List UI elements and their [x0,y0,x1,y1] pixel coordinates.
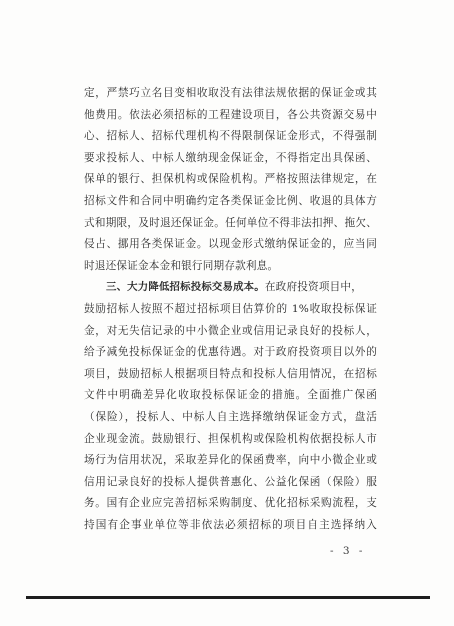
text-fragment: 在政府投资项目中， [264,281,363,294]
text-line: 他费用。依法必须招标的工程建设项目，各公共资源交易中 [84,108,377,121]
text-line: 鼓励招标人按照不超过招标项目估算价的 1%收取投标保证 [84,302,377,315]
text-line: 定，严禁巧立名目变相收取没有法律法规依据的保证金或其 [84,87,377,99]
text-line: 场行为信用状况，采取差异化的保函费率，向中小微企业或 [84,454,377,467]
text-line: 心、招标人、招标代理机构不得限制保证金形式，不得强制 [84,130,377,143]
body-text [84,83,377,536]
text-line: 要求投标人、中标人缴纳现金保证金，不得指定出具保函、 [84,151,377,164]
text-line: 项目，鼓励招标人根据项目特点和投标人信用情况，在招标 [84,367,377,380]
text-line: 式和期限，及时退还保证金。任何单位不得非法扣押、拖欠、 [84,216,377,229]
text-line: 持国有企事业单位等非依法必须招标的项目自主选择纳入 [84,518,377,531]
text-line: 企业现金流。鼓励银行、担保机构或保险机构依据投标人市 [84,432,377,445]
text-line: （保险），投标人、中标人自主选择缴纳保证金方式，盘活 [84,410,377,423]
section-heading-line [84,277,377,299]
text-line: 时退还保证金本金和银行同期存款利息。 [84,259,279,272]
page-number: - 3 - [330,545,366,557]
section-heading: 三、大力降低招标投标交易成本。 [106,281,265,294]
text-line: 招标文件和合同中明确约定各类保证金比例、收退的具体方 [84,194,377,207]
text-line: 保单的银行、担保机构或保险机构。严格按照法律规定，在 [84,173,377,186]
text-line: 文件中明确差异化收取投标保证金的措施。全面推广保函 [84,389,377,402]
text-line: 金，对无失信记录的中小微企业或信用记录良好的投标人， [84,324,377,337]
scan-edge-line [26,596,430,599]
text-line: 给予减免投标保证金的优惠待遇。对于政府投资项目以外的 [84,346,377,359]
text-line: 侵占、挪用各类保证金。以现金形式缴纳保证金的，应当同 [84,238,377,251]
text-line: 务。国有企业应完善招标采购制度、优化招标采购流程，支 [84,497,377,510]
text-line: 信用记录良好的投标人提供普惠化、公益化保函（保险）服 [84,475,377,488]
